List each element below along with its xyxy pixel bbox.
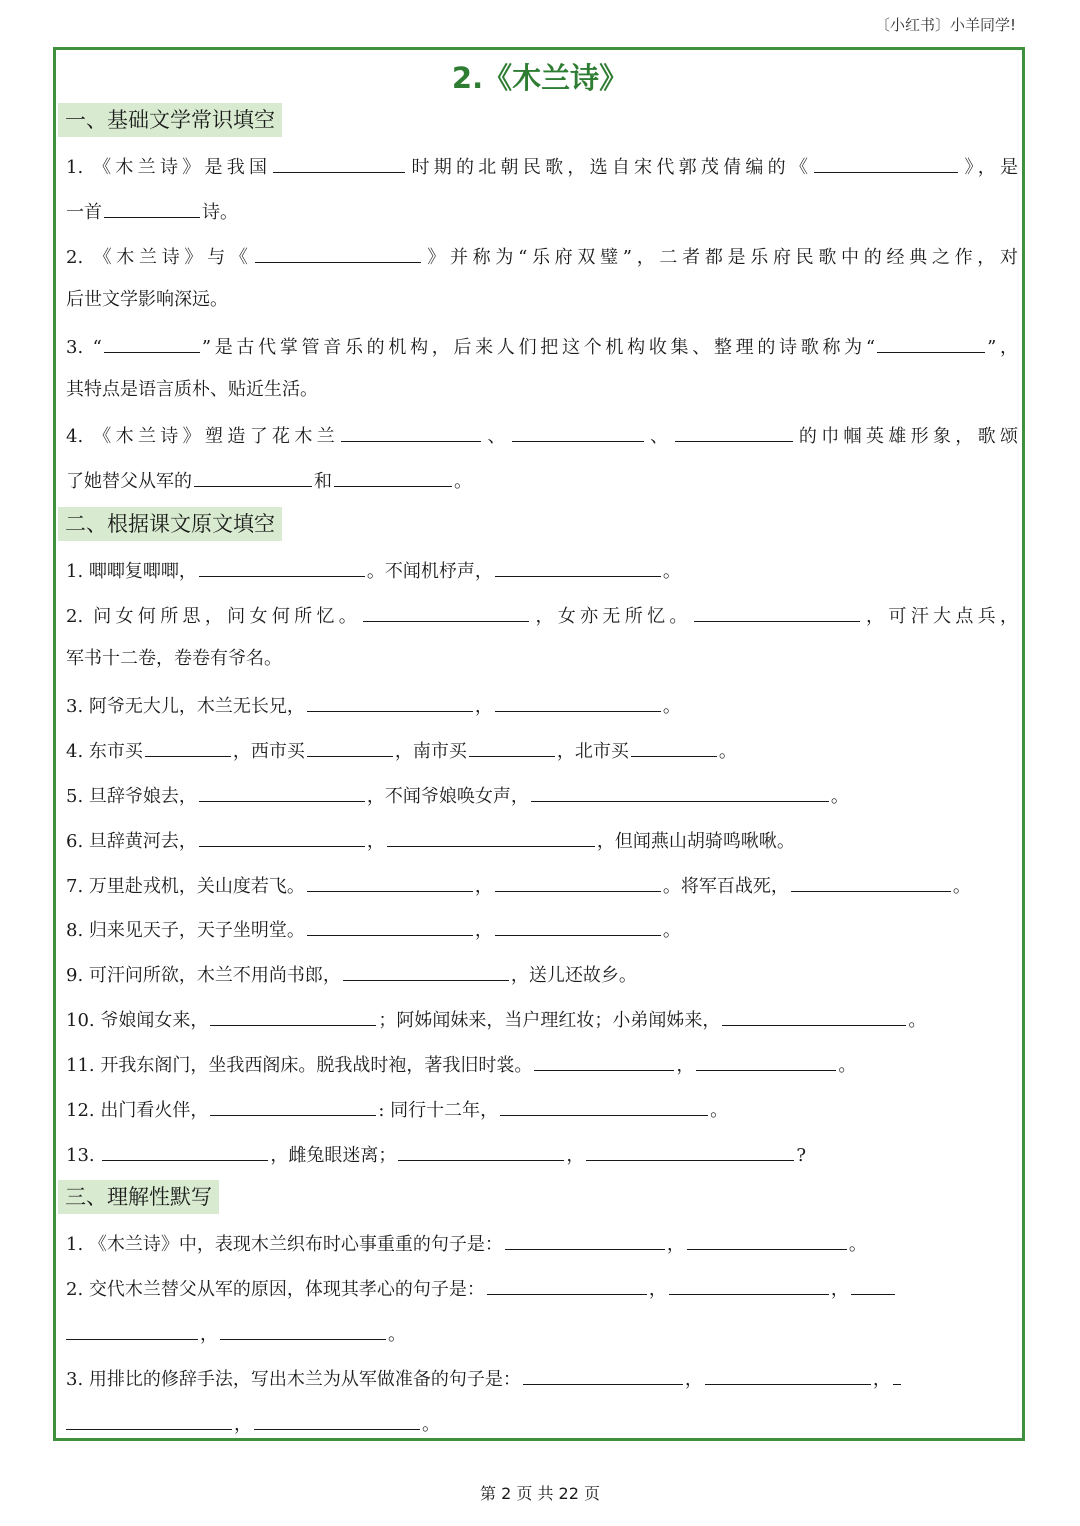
question-3-2-cont: ， 。 (66, 1319, 1018, 1345)
question-3-1: 1. 《木兰诗》中，表现木兰织布时心事重重的句子是： ， 。 (66, 1229, 1018, 1255)
answer-blank[interactable] (199, 556, 365, 577)
question-1-3-cont: 其特点是语言质朴、贴近生活。 (66, 379, 318, 400)
answer-blank[interactable] (791, 871, 951, 892)
question-2-10: 10. 爷娘闻女来， ；阿姊闻妹来，当户理红妆；小弟闻姊来， 。 (66, 1005, 1018, 1031)
question-1-4-cont: 了她替父从军的 和 。 (66, 466, 1018, 492)
answer-blank[interactable] (307, 871, 473, 892)
question-1-2-cont: 后世文学影响深远。 (66, 289, 228, 310)
question-2-1: 1. 唧唧复唧唧， 。不闻机杼声， 。 (66, 556, 1018, 582)
question-2-4: 4. 东市买 ，西市买 ，南市买 ，北市买 。 (66, 736, 1018, 762)
answer-blank[interactable] (398, 1140, 564, 1161)
answer-blank[interactable] (893, 1364, 901, 1385)
answer-blank[interactable] (307, 915, 473, 936)
answer-blank[interactable] (104, 332, 200, 353)
answer-blank[interactable] (254, 1409, 420, 1430)
answer-blank[interactable] (814, 152, 958, 173)
answer-blank[interactable] (334, 466, 452, 487)
question-3-2: 2. 交代木兰替父从军的原因，体现其孝心的句子是： ， ， (66, 1274, 1018, 1300)
section-heading-basics: 一、基础文学常识填空 (58, 103, 282, 137)
question-2-2-cont: 军书十二卷，卷卷有爷名。 (66, 648, 282, 669)
answer-blank[interactable] (495, 915, 661, 936)
answer-blank[interactable] (145, 736, 231, 757)
question-2-12: 12. 出门看火伴， : 同行十二年， 。 (66, 1095, 1018, 1121)
answer-blank[interactable] (705, 1364, 871, 1385)
question-2-11: 11. 开我东阁门，坐我西阁床。脱我战时袍，著我旧时裳。 ， 。 (66, 1050, 1018, 1076)
question-3-3: 3. 用排比的修辞手法，写出木兰为从军做准备的句子是： ， ， (66, 1364, 1018, 1390)
answer-blank[interactable] (500, 1095, 708, 1116)
question-2-3: 3. 阿爷无大儿，木兰无长兄， ， 。 (66, 691, 1018, 717)
question-2-6: 6. 旦辞黄河去， ， ，但闻燕山胡骑鸣啾啾。 (66, 826, 1018, 852)
page-footer: 第 2 页 共 22 页 (480, 1484, 600, 1503)
answer-blank[interactable] (210, 1095, 376, 1116)
question-2-8: 8. 归来见天子，天子坐明堂。 ， 。 (66, 915, 1018, 941)
answer-blank[interactable] (586, 1140, 794, 1161)
watermark-text: 〔小红书〕小羊同学! (874, 16, 1016, 34)
answer-blank[interactable] (675, 421, 793, 442)
answer-blank[interactable] (66, 1409, 232, 1430)
question-1-3: 3. “ ”是古代掌管音乐的机构，后来人们把这个机构收集、整理的诗歌称为“ ”， (66, 332, 1018, 358)
answer-blank[interactable] (495, 556, 661, 577)
answer-blank[interactable] (307, 691, 473, 712)
answer-blank[interactable] (255, 242, 421, 263)
question-2-2: 2. 问女何所思，问女何所忆。 ，女亦无所忆。 ，可汗大点兵， (66, 601, 1018, 627)
answer-blank[interactable] (523, 1364, 683, 1385)
answer-blank[interactable] (669, 1274, 829, 1295)
answer-blank[interactable] (273, 152, 405, 173)
answer-blank[interactable] (534, 1050, 674, 1071)
question-2-7: 7. 万里赴戎机，关山度若飞。 ， 。将军百战死， 。 (66, 871, 1018, 897)
question-3-3-cont: ， 。 (66, 1409, 1018, 1435)
answer-blank[interactable] (307, 736, 393, 757)
answer-blank[interactable] (341, 421, 481, 442)
answer-blank[interactable] (199, 781, 365, 802)
answer-blank[interactable] (696, 1050, 836, 1071)
answer-blank[interactable] (687, 1229, 847, 1250)
answer-blank[interactable] (363, 601, 529, 622)
answer-blank[interactable] (512, 421, 644, 442)
answer-blank[interactable] (694, 601, 860, 622)
answer-blank[interactable] (469, 736, 555, 757)
answer-blank[interactable] (387, 826, 595, 847)
answer-blank[interactable] (343, 960, 509, 981)
section-heading-comprehension: 三、理解性默写 (58, 1180, 219, 1214)
answer-blank[interactable] (220, 1319, 386, 1340)
answer-blank[interactable] (487, 1274, 647, 1295)
answer-blank[interactable] (631, 736, 717, 757)
question-2-9: 9. 可汗问所欲，木兰不用尚书郎， ，送儿还故乡。 (66, 960, 1018, 986)
question-2-13: 13. ，雌兔眼迷离； ， ? (66, 1140, 1018, 1166)
answer-blank[interactable] (505, 1229, 665, 1250)
answer-blank[interactable] (877, 332, 985, 353)
question-1-2: 2. 《木兰诗》与《 》并称为“乐府双璧”，二者都是乐府民歌中的经典之作，对 (66, 242, 1018, 268)
question-2-5: 5. 旦辞爷娘去， ，不闻爷娘唤女声， 。 (66, 781, 1018, 807)
question-1-1-cont: 一首 诗。 (66, 197, 1018, 223)
answer-blank[interactable] (722, 1005, 906, 1026)
answer-blank[interactable] (102, 1140, 268, 1161)
section-heading-recitation: 二、根据课文原文填空 (58, 507, 282, 541)
question-1-4: 4. 《木兰诗》塑造了花木兰 、 、 的巾帼英雄形象，歌颂 (66, 421, 1018, 447)
page-title: 2.《木兰诗》 (451, 61, 629, 95)
answer-blank[interactable] (199, 826, 365, 847)
answer-blank[interactable] (66, 1319, 198, 1340)
question-1-1: 1. 《木兰诗》是我国 时期的北朝民歌，选自宋代郭茂倩编的《 》，是 (66, 152, 1018, 178)
answer-blank[interactable] (194, 466, 312, 487)
answer-blank[interactable] (851, 1274, 895, 1295)
answer-blank[interactable] (495, 691, 661, 712)
answer-blank[interactable] (210, 1005, 376, 1026)
answer-blank[interactable] (495, 871, 661, 892)
answer-blank[interactable] (104, 197, 200, 218)
answer-blank[interactable] (531, 781, 829, 802)
